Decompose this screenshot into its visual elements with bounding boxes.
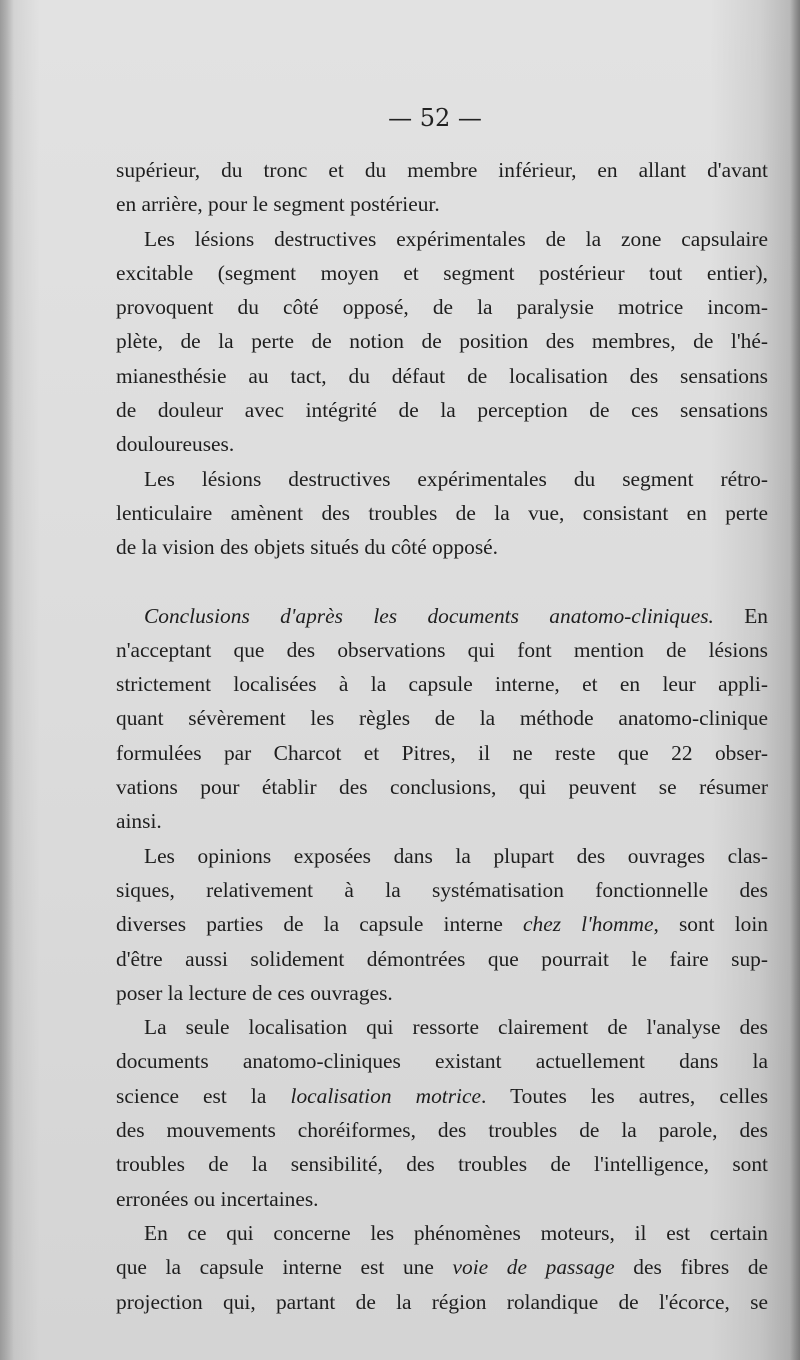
text-line: d'être aussi solidement démontrées que pourrait le faire sup- [116, 946, 768, 971]
text-run: En [713, 603, 769, 628]
text-line [116, 1079, 768, 1113]
text-line: en arrière, pour le segment postérieur. [116, 192, 440, 217]
text-line: n'acceptant que des observations qui font mention de lésions [116, 637, 768, 662]
text-run: des fibres de [614, 1255, 769, 1280]
italic-phrase: localisation motrice [290, 1083, 481, 1108]
text-line: provoquent du côté opposé, de la paralysie motrice incom- [116, 295, 768, 320]
text-line: strictement localisées à la capsule interne, et en leur appli- [116, 672, 768, 697]
text-run: diverses parties de la capsule interne [116, 912, 524, 937]
paragraph [116, 1216, 768, 1319]
text-line: plète, de la perte de notion de position des membres, de l'hé- [116, 329, 768, 354]
text-line: lenticulaire amènent des troubles de la vue, consistant en perte [116, 500, 768, 525]
text-run: , sont loin [653, 912, 769, 937]
text-line: Les opinions exposées dans la plupart des ouvrages clas- [144, 843, 768, 868]
text-run: que la capsule interne est une [116, 1255, 453, 1280]
paragraph [116, 462, 768, 565]
text-line: La seule localisation qui ressorte clairement de l'analyse des [144, 1015, 768, 1040]
body-text [116, 153, 768, 1319]
text-line [116, 907, 768, 941]
italic-phrase: voie de passage [452, 1255, 615, 1280]
text-line: excitable (segment moyen et segment postérieur tout entier), [116, 260, 768, 285]
text-line: poser la lecture de ces ouvrages. [116, 980, 393, 1005]
text-line: vations pour établir des conclusions, qui peuvent se résumer [116, 775, 768, 800]
page-gutter-shadow [0, 0, 14, 1360]
text-line: troubles de la sensibilité, des troubles de l'intelligence, sont [116, 1152, 768, 1177]
section-heading: Conclusions d'après les documents anatomo-cliniques. [144, 603, 714, 628]
text-line: de douleur avec intégrité de la perception de ces sensations [116, 398, 768, 423]
text-line: quant sévèrement les règles de la méthode anatomo-clinique [116, 706, 768, 731]
italic-phrase: chez l'homme [523, 912, 654, 937]
text-run: . Toutes les autres, celles [480, 1083, 769, 1108]
text-line: documents anatomo-cliniques existant actuellement dans la [116, 1049, 768, 1074]
text-line [116, 1250, 768, 1284]
text-line: supérieur, du tronc et du membre inférieur, en allant d'avant [116, 158, 768, 182]
text-line: En ce qui concerne les phénomènes moteurs, il est certain [144, 1220, 768, 1245]
text-line [116, 599, 768, 633]
text-line: mianesthésie au tact, du défaut de localisation des sensations [116, 363, 768, 388]
text-line: des mouvements choréiformes, des troubles de la parole, des [116, 1118, 768, 1143]
section-gap [116, 565, 768, 599]
page-edge-shadow [790, 0, 800, 1360]
paragraph [116, 153, 768, 222]
text-line: formulées par Charcot et Pitres, il ne reste que 22 obser- [116, 740, 768, 765]
text-line: de la vision des objets situés du côté opposé. [116, 535, 499, 560]
paragraph [116, 599, 768, 839]
text-line: Les lésions destructives expérimentales de la zone capsulaire [144, 226, 768, 251]
paragraph [116, 839, 768, 1010]
paragraph [116, 1010, 768, 1216]
text-line: ainsi. [116, 809, 162, 834]
text-line: siques, relativement à la systématisation fonctionnelle des [116, 877, 768, 902]
text-line: douloureuses. [116, 432, 235, 457]
paragraph [116, 222, 768, 462]
text-line: erronées ou incertaines. [116, 1186, 319, 1211]
text-line: Les lésions destructives expérimentales du segment rétro- [144, 466, 768, 491]
text-run: science est la [116, 1083, 291, 1108]
page-number: — 52 — [388, 104, 482, 132]
text-line: projection qui, partant de la région rolandique de l'écorce, se [116, 1289, 768, 1314]
